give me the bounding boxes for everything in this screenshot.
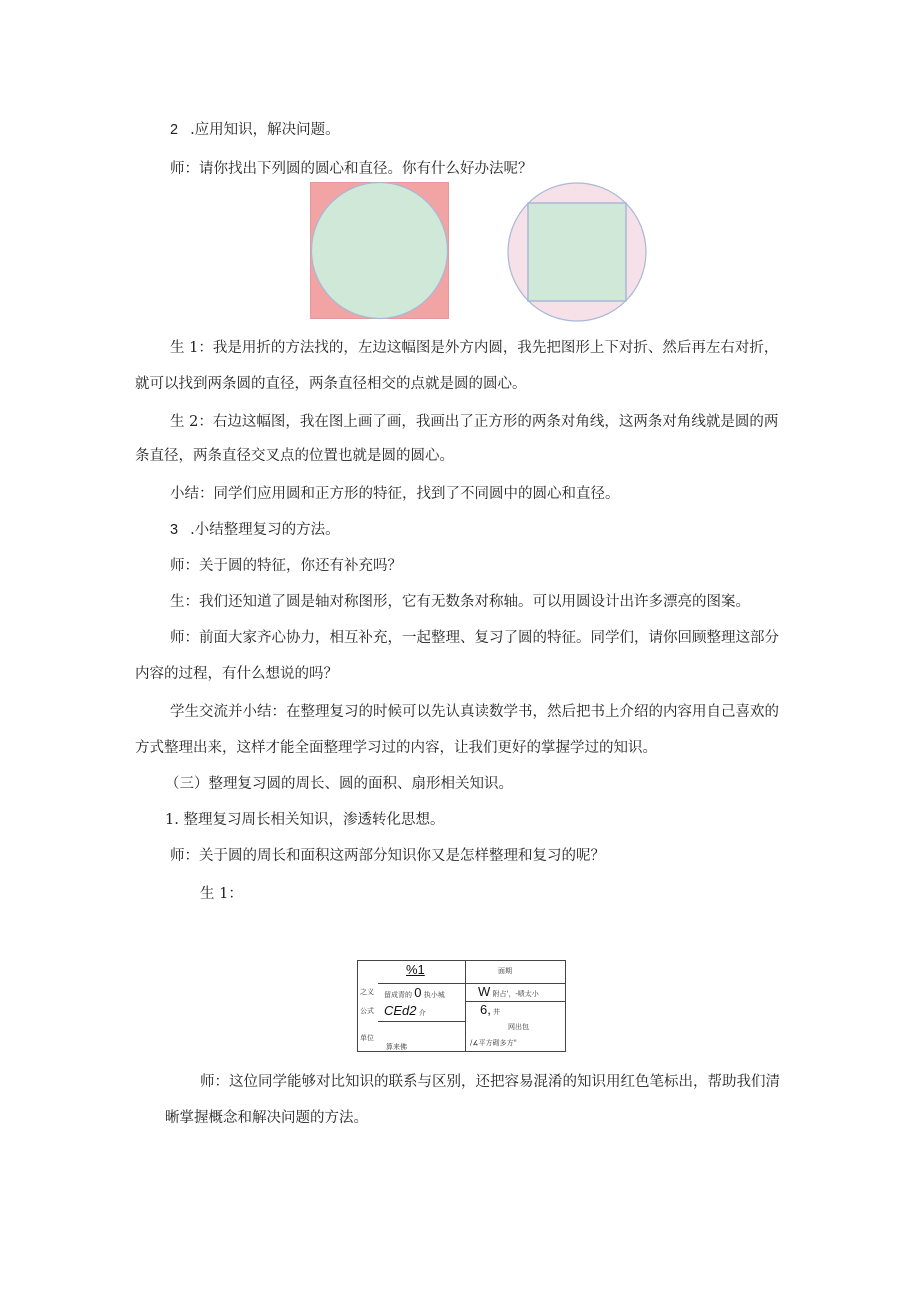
- section-three-heading: （三）整理复习圆的周长、圆的面积、扇形相关知识。: [165, 776, 513, 792]
- table-cell-big: W: [478, 984, 491, 999]
- comparison-table: [357, 960, 566, 1052]
- section-2-heading: [170, 120, 770, 140]
- table-vertical-divider: [465, 961, 466, 1051]
- table-row-label: 之义: [360, 988, 374, 996]
- student-summary-line-1: 学生交流并小结：在整理复习的时候可以先认真读数学书，然后把书上介绍的内容用自己喜欢的: [170, 704, 779, 720]
- section-text: .小结整理复习的方法。: [190, 522, 340, 538]
- summary-1: 小结：同学们应用圆和正方形的特征，找到了不同圆中的圆心和直径。: [170, 486, 620, 502]
- table-cell-text: 附占'，-啧太小: [492, 990, 539, 998]
- table-cell-text: 介: [418, 1009, 426, 1017]
- teacher-final-line-2: 晰掌握概念和解决问题的方法。: [165, 1110, 368, 1126]
- table-header-right: 面期: [498, 967, 512, 975]
- student-label: 生 1：: [200, 886, 243, 902]
- section-number: 2: [170, 122, 179, 138]
- table-cell: [480, 1002, 500, 1017]
- teacher-paragraph-line-2: 内容的过程，有什么想说的吗？: [135, 666, 338, 682]
- table-cell: [384, 1003, 426, 1018]
- table-cell: [384, 985, 445, 1000]
- section-text: .应用知识，解决问题。: [190, 122, 340, 138]
- table-cell: 算来佛: [386, 1043, 407, 1051]
- inscribed-square: [528, 203, 626, 301]
- section-number: 3: [170, 522, 179, 538]
- teacher-question-2: 师：关于圆的特征，你还有补充吗？: [170, 558, 402, 574]
- teacher-question-1: 师：请你找出下列圆的圆心和直径。你有什么好办法呢？: [170, 161, 533, 177]
- table-row-label: 单位: [360, 1034, 374, 1042]
- section-3-heading: [170, 520, 770, 540]
- table-cell: /∡平方砌多方": [470, 1039, 517, 1047]
- student-summary-line-2: 方式整理出来，这样才能全面整理学习过的内容，让我们更好的掌握学过的知识。: [135, 740, 657, 756]
- teacher-paragraph-line-1: 师：前面大家齐心协力，相互补充，一起整理、复习了圆的特征。同学们，请你回顾整理这部分: [170, 630, 779, 646]
- item-1: 1. 整理复习周长相关知识，渗透转化思想。: [165, 812, 445, 828]
- table-cell: 网出包: [508, 1023, 529, 1031]
- teacher-question-3: 师：关于圆的周长和面积这两部分知识你又是怎样整理和复习的呢？: [170, 848, 605, 864]
- student-1-line-2: 就可以找到两条圆的直径，两条直径相交的点就是圆的圆心。: [135, 376, 527, 392]
- table-cell-big: 0: [414, 985, 422, 1000]
- table-cell-text: 留成青的: [384, 991, 412, 999]
- table-divider: [378, 983, 465, 984]
- student-1-line-1: 生 1：我是用折的方法找的，左边这幅图是外方内圆，我先把图形上下对折、然后再左右对折，: [170, 340, 779, 356]
- table-cell-big: CEd2: [384, 1003, 417, 1018]
- square-with-inscribed-circle-figure: [310, 182, 450, 320]
- table-row-label: 公式: [360, 1007, 374, 1015]
- table-cell-text: 井: [493, 1008, 501, 1016]
- student-2-line-2: 条直径，两条直径交叉点的位置也就是圆的圆心。: [135, 448, 454, 464]
- table-divider: [378, 1021, 465, 1022]
- table-cell: [478, 984, 539, 999]
- student-2-line-1: 生 2：右边这幅图，我在图上画了画，我画出了正方形的两条对角线，这两条对角线就是圆的两: [170, 414, 779, 430]
- circle-with-inscribed-square-figure: [506, 182, 648, 324]
- student-reply: 生：我们还知道了圆是轴对称图形，它有无数条对称轴。可以用圆设计出许多漂亮的图案。: [170, 594, 750, 610]
- teacher-final-line-1: 师：这位同学能够对比知识的联系与区别，还把容易混淆的知识用红色笔标出，帮助我们清: [200, 1074, 780, 1090]
- table-header-left: %1: [406, 962, 425, 977]
- table-cell-big: 6,: [480, 1002, 491, 1017]
- inscribed-circle: [312, 183, 448, 319]
- table-cell-text: 执小城: [423, 991, 445, 999]
